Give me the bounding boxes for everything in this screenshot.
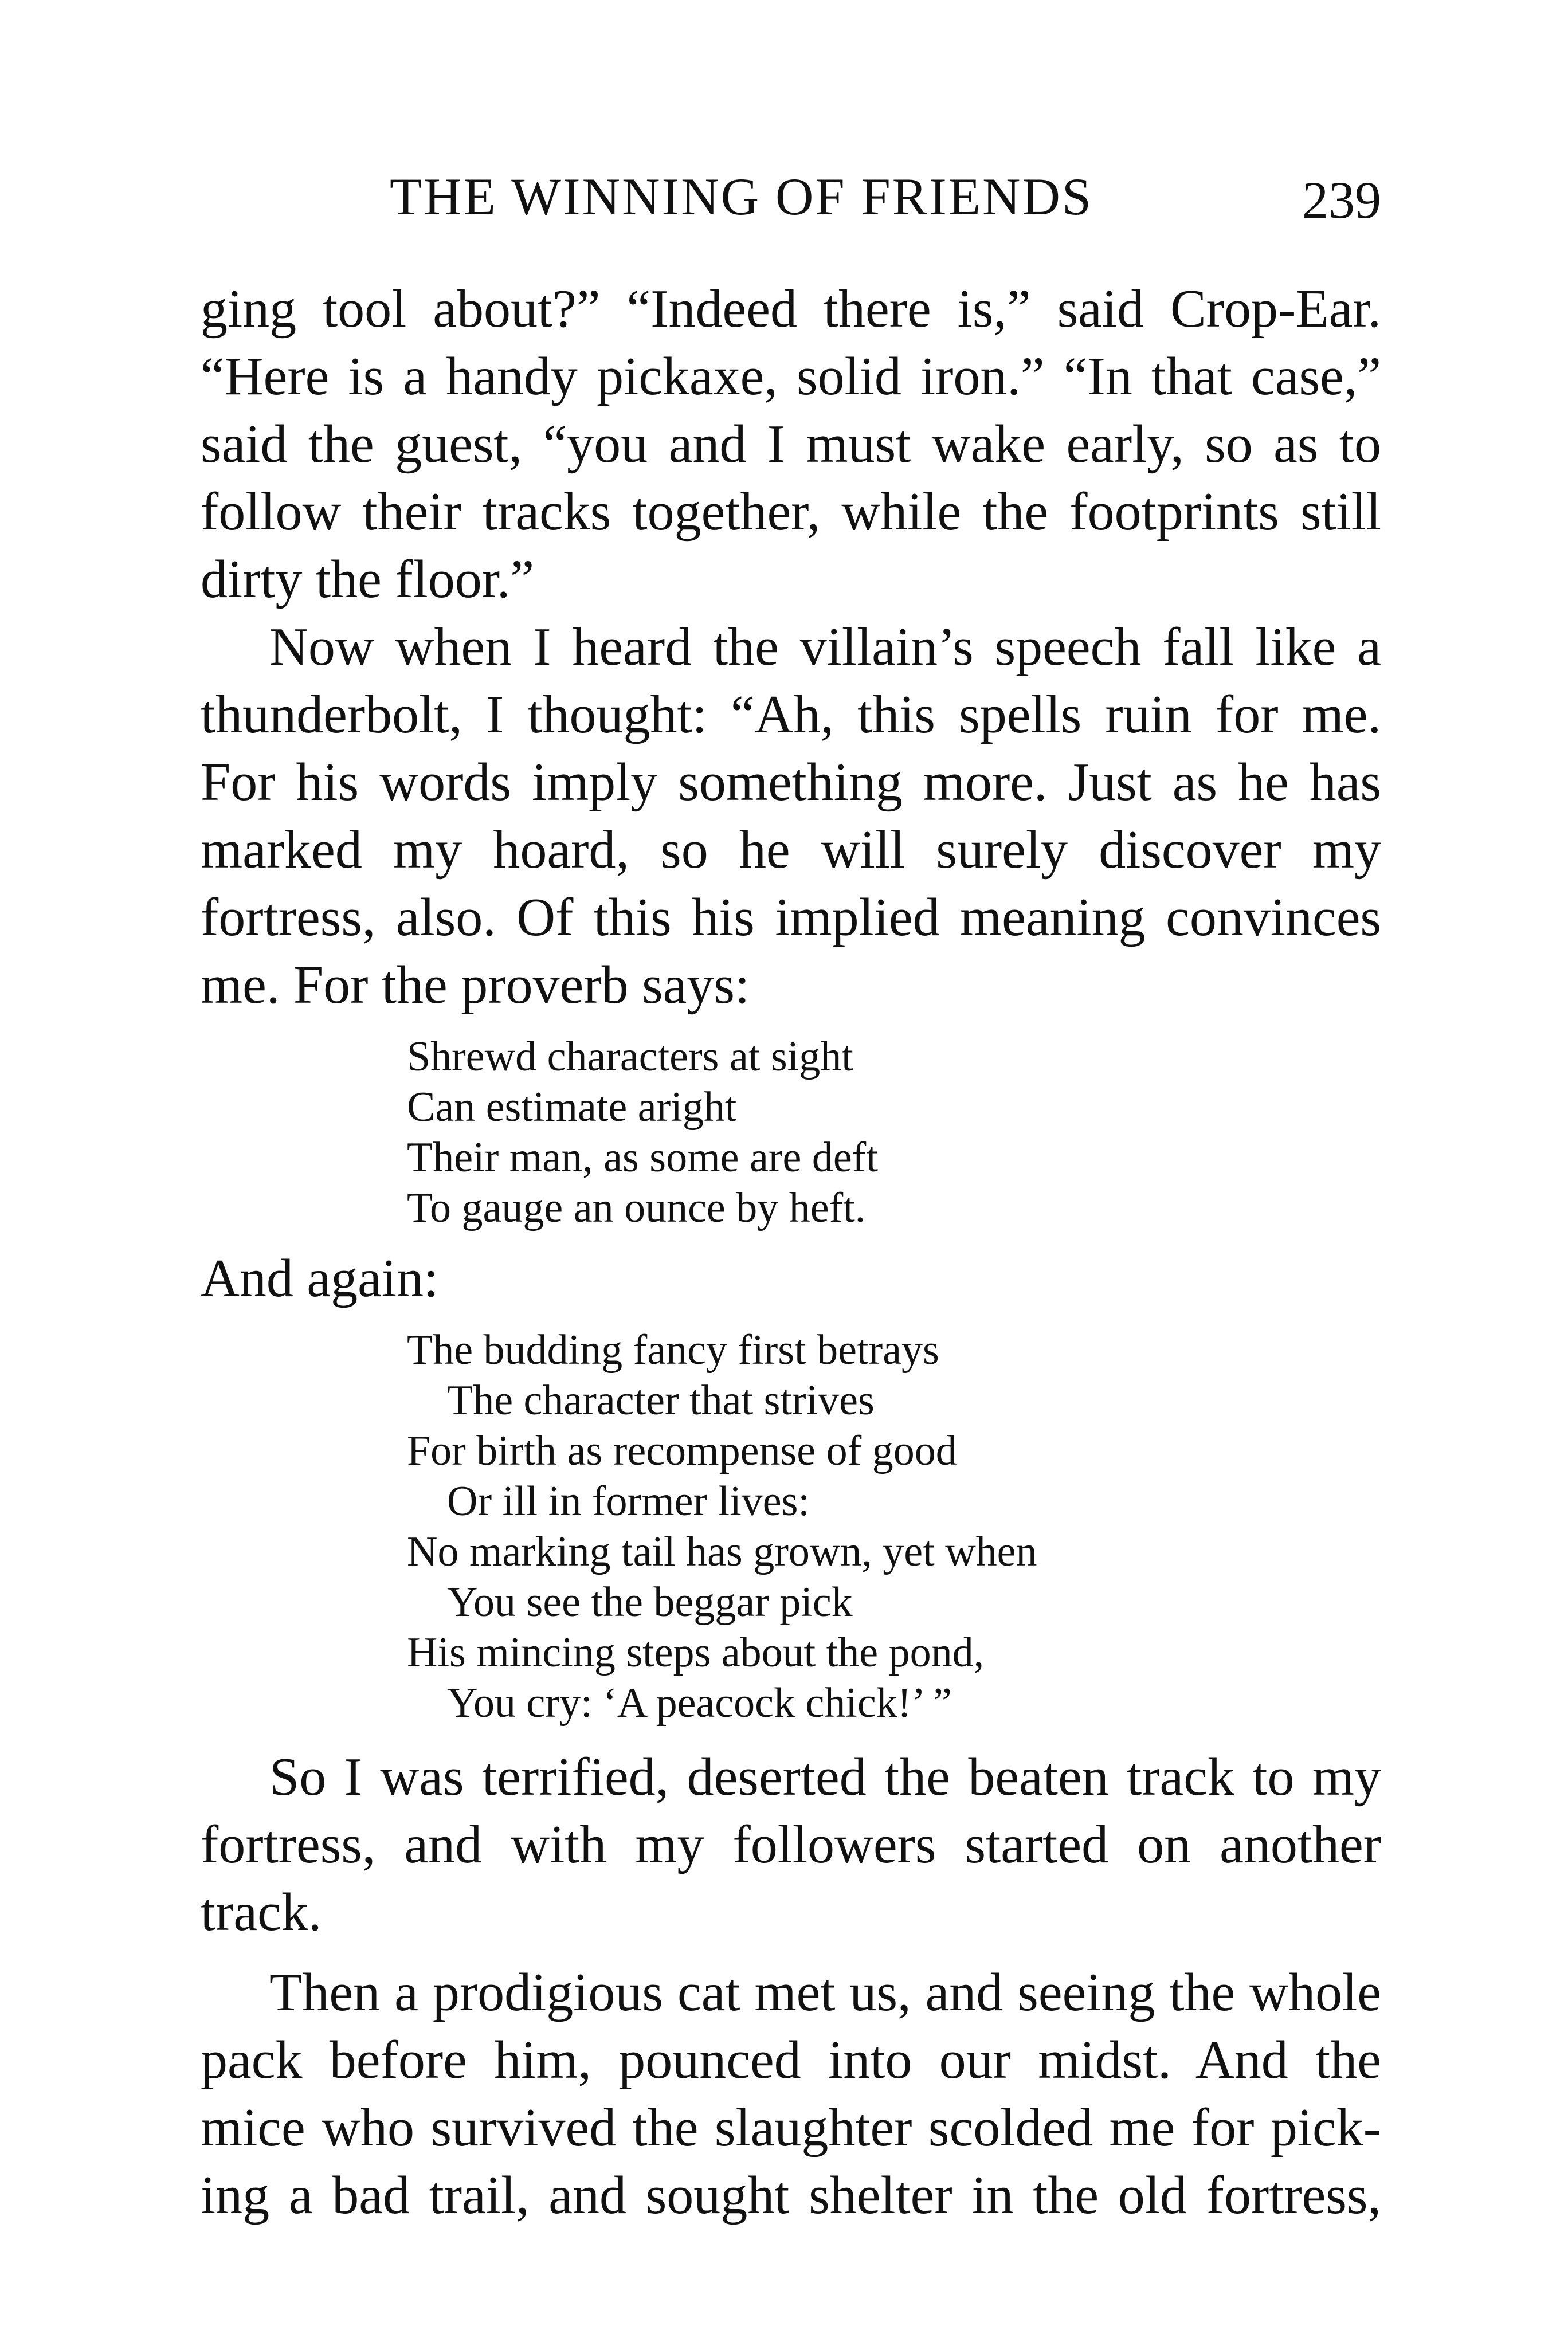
verse-line: Or ill in former lives: <box>447 1478 810 1525</box>
text-line: marked my hoard, so he will surely discover my <box>201 820 1381 880</box>
verse-line: The character that strives <box>447 1377 875 1424</box>
text-line: So I was terrified, deserted the beaten track to my <box>269 1747 1381 1807</box>
body-text <box>201 275 1381 2229</box>
text-line: For his words imply something more. Just as he has <box>201 752 1381 812</box>
text-line: fortress, also. Of this his implied meaning convinces <box>201 888 1381 947</box>
text-line: mice who survived the slaughter scolded me for pick- <box>201 2098 1381 2157</box>
verse-line: Can estimate aright <box>407 1084 737 1131</box>
verse-line: For birth as recompense of good <box>407 1427 957 1474</box>
page-number: 239 <box>1302 171 1381 229</box>
verse-line: The budding fancy first betrays <box>407 1327 939 1374</box>
text-line: dirty the floor.” <box>201 550 535 609</box>
text-line: ging tool about?” “Indeed there is,” said Crop-Ear. <box>201 279 1381 339</box>
verse-line: No marking tail has grown, yet when <box>407 1528 1037 1575</box>
verse-line: You cry: ‘A peacock chick!’ ” <box>447 1680 952 1727</box>
text-line: Then a prodigious cat met us, and seeing the whole <box>269 1963 1381 2022</box>
text-line: fortress, and with my followers started on another <box>201 1815 1381 1874</box>
text-line: track. <box>201 1882 322 1942</box>
text-line: follow their tracks together, while the footprints still <box>201 482 1381 542</box>
text-line: ing a bad trail, and sought shelter in the old fortress, <box>201 2166 1381 2225</box>
verse-line: His mincing steps about the pond, <box>407 1629 985 1676</box>
text-line: said the guest, “you and I must wake early, so as to <box>201 414 1381 474</box>
verse-line: To gauge an ounce by heft. <box>407 1184 866 1231</box>
running-title: THE WINNING OF FRIENDS <box>390 167 1093 226</box>
verse-line: You see the beggar pick <box>447 1579 853 1626</box>
text-line: And again: <box>201 1249 439 1308</box>
text-line: Now when I heard the villain’s speech fall like a <box>269 617 1381 677</box>
text-line: “Here is a handy pickaxe, solid iron.” “In that case,” <box>201 347 1381 406</box>
text-line: thunderbolt, I thought: “Ah, this spells ruin for me. <box>201 685 1381 744</box>
verse-line: Shrewd characters at sight <box>407 1033 853 1080</box>
text-line: pack before him, pounced into our midst. And the <box>201 2030 1381 2090</box>
text-line: me. For the proverb says: <box>201 955 750 1015</box>
verse-line: Their man, as some are deft <box>407 1134 878 1181</box>
page-header <box>201 166 1381 241</box>
